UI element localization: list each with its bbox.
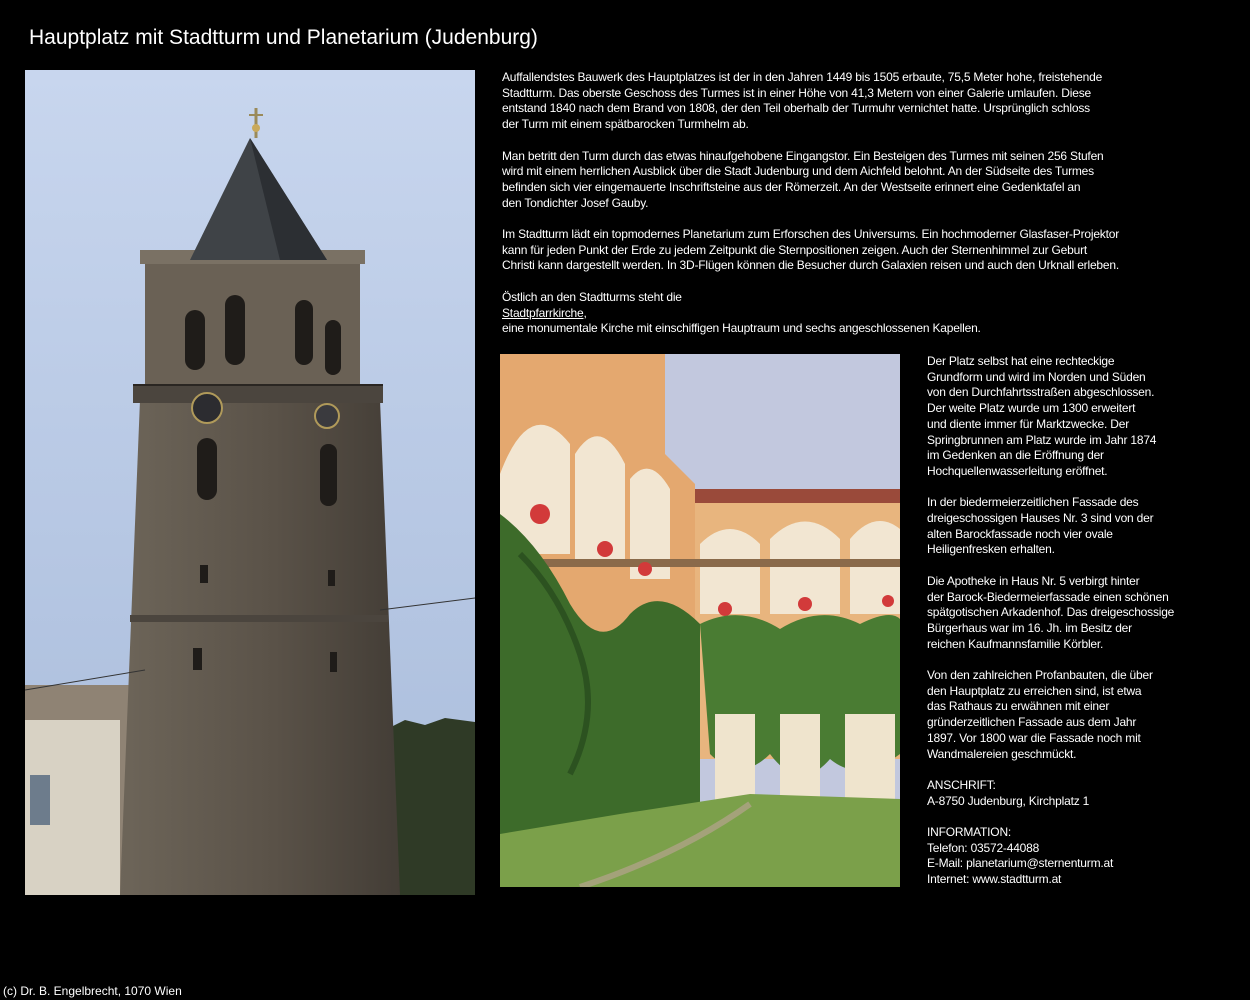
text-line: der Turm mit einem spätbarocken Turmhelm ab. bbox=[502, 117, 749, 132]
text-line: Wandmalereien geschmückt. bbox=[927, 746, 1077, 761]
website-address: Internet: www.stadtturm.at bbox=[927, 872, 1062, 887]
text-line: das Rathaus zu erwähnen mit einer bbox=[927, 699, 1110, 714]
text-line: Östlich an den Stadtturms steht die bbox=[502, 289, 682, 304]
text-line: Der Platz selbst hat eine rechteckige bbox=[927, 354, 1115, 368]
text-line: eine monumentale Kirche mit einschiffigen Hauptraum und sechs angeschlossenen Kapellen. bbox=[502, 321, 981, 336]
text-line: von den Durchfahrtsstraßen abgeschlossen. bbox=[927, 385, 1155, 400]
text-line: dreigeschossigen Hauses Nr. 3 sind von der bbox=[927, 511, 1154, 526]
address-label: ANSCHRIFT: bbox=[927, 777, 996, 792]
text-line: Grundform und wird im Norden und Süden bbox=[927, 369, 1146, 384]
page-title: Hauptplatz mit Stadtturm und Planetarium (Judenburg) bbox=[29, 26, 538, 49]
copyright-footer: (c) Dr. B. Engelbrecht, 1070 Wien bbox=[3, 984, 182, 998]
email-address: E-Mail: planetarium@sternenturm.at bbox=[927, 856, 1114, 871]
text-line: gründerzeitlichen Fassade aus dem Jahr bbox=[927, 715, 1137, 730]
text-line: Springbrunnen am Platz wurde im Jahr 1874 bbox=[927, 432, 1157, 447]
text-line: spätgotischen Arkadenhof. Das dreigeschossige bbox=[927, 605, 1175, 620]
stadtpfarrkirche-link[interactable]: Stadtpfarrkirche, bbox=[502, 305, 587, 320]
text-line: Im Stadtturm lädt ein topmodernes Planetarium zum Erforschen des Universums. Ein hochmoderner Glasfaser-Projektor bbox=[502, 227, 1120, 241]
text-line: entstand 1840 nach dem Brand von 1808, der den Teil oberhalb der Turmuhr vernichtet hatte. Ursprünglich schloss bbox=[502, 101, 1090, 116]
text-line: Die Apotheke in Haus Nr. 5 verbirgt hinter bbox=[927, 573, 1140, 588]
info-block bbox=[927, 825, 1237, 888]
text-line: Von den zahlreichen Profanbauten, die über bbox=[927, 668, 1153, 683]
text-line: im Gedenken an die Eröffnung der bbox=[927, 448, 1104, 463]
intro-paragraph-2 bbox=[502, 149, 1202, 212]
text-line: der Barock-Biedermeierfassade einen schönen bbox=[927, 589, 1169, 604]
side-text bbox=[927, 354, 1237, 904]
text-line: Stadtturm. Das oberste Geschoss des Turmes ist in einer Höhe von 41,3 Metern von einer Galerie umlaufen. Diese bbox=[502, 85, 1091, 100]
text-line: Hochquellenwasserleitung eröffnet. bbox=[927, 463, 1108, 478]
text-line: den Hauptplatz zu erreichen sind, ist etwa bbox=[927, 683, 1142, 698]
side-paragraph-3 bbox=[927, 574, 1237, 653]
text-line: Auffallendstes Bauwerk des Hauptplatzes ist der in den Jahren 1449 bis 1505 erbaute, 75,5 Meter hohe, freistehende bbox=[502, 70, 1103, 84]
text-line: 1897. Vor 1800 war die Fassade noch mit bbox=[927, 730, 1141, 745]
tower-photo bbox=[25, 70, 475, 895]
text-line: Der weite Platz wurde um 1300 erweitert bbox=[927, 401, 1136, 416]
intro-paragraph-4 bbox=[502, 290, 1202, 337]
intro-text bbox=[502, 70, 1202, 353]
info-label: INFORMATION: bbox=[927, 825, 1012, 840]
text-line: kann für jeden Punkt der Erde zu jedem Zeitpunkt die Sternpositionen zeigen. Auch der Sternenhimmel zur Geburt bbox=[502, 242, 1088, 257]
courtyard-photo bbox=[500, 354, 900, 887]
side-paragraph-2 bbox=[927, 495, 1237, 558]
text-line: wird mit einem herrlichen Ausblick über die Stadt Judenburg und dem Aichfeld belohnt. An der Südseite des Turmes bbox=[502, 164, 1094, 179]
text-line: den Tondichter Josef Gauby. bbox=[502, 195, 649, 210]
text-line: befinden sich vier eingemauerte Inschriftsteine aus der Römerzeit. An der Westseite erinnert eine Gedenktafel an bbox=[502, 179, 1081, 194]
text-line: Bürgerhaus war im 16. Jh. im Besitz der bbox=[927, 620, 1132, 635]
intro-paragraph-1 bbox=[502, 70, 1202, 133]
text-line: Man betritt den Turm durch das etwas hinaufgehobene Eingangstor. Ein Besteigen des Turmes mit seinen 256 Stufen bbox=[502, 148, 1104, 163]
text-line: In der biedermeierzeitlichen Fassade des bbox=[927, 495, 1139, 510]
intro-paragraph-3 bbox=[502, 227, 1202, 274]
side-paragraph-1 bbox=[927, 354, 1237, 480]
text-line: und diente immer für Marktzwecke. Der bbox=[927, 416, 1130, 431]
text-line: reichen Kaufmannsfamilie Körbler. bbox=[927, 636, 1104, 651]
text-line: Heiligenfresken erhalten. bbox=[927, 542, 1055, 557]
phone-number: Telefon: 03572-44088 bbox=[927, 840, 1040, 855]
side-paragraph-4 bbox=[927, 668, 1237, 762]
address-block bbox=[927, 778, 1237, 809]
address-value: A-8750 Judenburg, Kirchplatz 1 bbox=[927, 793, 1090, 808]
text-line: alten Barockfassade noch vier ovale bbox=[927, 526, 1113, 541]
text-line: Christi kann dargestellt werden. In 3D-Flügen können die Besucher durch Galaxien reisen und auch den Urknall erleben. bbox=[502, 258, 1119, 273]
